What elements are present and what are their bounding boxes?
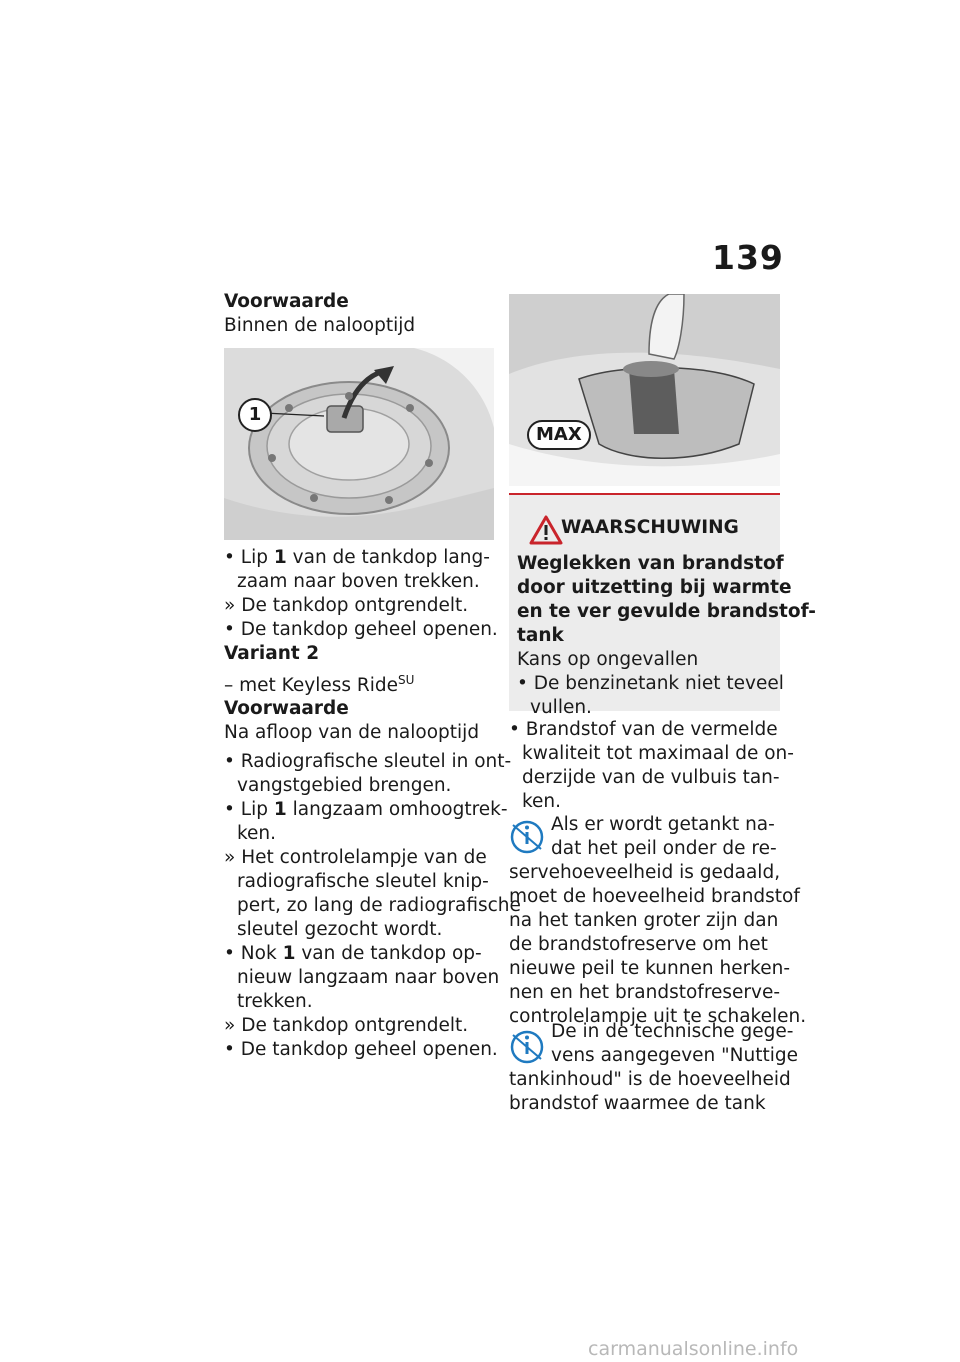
step-text: trekken. xyxy=(237,991,313,1012)
step-reference: 1 xyxy=(273,799,287,820)
step-line: kwaliteit tot maximaal de on- xyxy=(522,743,794,764)
note-line: vens aangegeven "Nuttige xyxy=(551,1045,799,1066)
step-text: Nok xyxy=(240,943,277,964)
step-text: Lip xyxy=(240,547,268,568)
footer-watermark: carmanualsonline.info xyxy=(588,1338,799,1360)
step-text: Lip xyxy=(240,799,268,820)
step-line xyxy=(224,846,494,870)
step-reference: 1 xyxy=(273,547,287,568)
step-line xyxy=(224,618,498,642)
step-line xyxy=(224,870,494,894)
step-line xyxy=(224,570,494,594)
note-line: na het tanken groter zijn dan xyxy=(509,910,779,931)
warning-box xyxy=(509,493,816,718)
step-line xyxy=(224,798,508,822)
left-steps-2 xyxy=(224,750,521,1062)
variant-block xyxy=(224,642,494,698)
note-2 xyxy=(509,1020,799,1116)
step-line xyxy=(224,1038,498,1062)
step-line xyxy=(224,594,494,618)
bullet-marker: » xyxy=(224,847,242,868)
note-1 xyxy=(509,813,807,1029)
warning-item-line: • De benzinetank niet teveel xyxy=(517,673,784,694)
step-line xyxy=(224,966,500,990)
voorwaarde-heading: Voorwaarde xyxy=(224,291,349,312)
step-text: De tankdop ontgrendelt. xyxy=(241,1015,469,1036)
right-step xyxy=(509,718,794,814)
step-line xyxy=(224,918,494,942)
step-text: van de tankdop lang- xyxy=(292,547,490,568)
warning-content xyxy=(517,552,816,720)
warning-heading-line: door uitzetting bij warmte xyxy=(517,577,792,598)
step-line: derzijde van de vulbuis tan- xyxy=(522,767,780,788)
step-line: • Brandstof van de vermelde xyxy=(509,719,778,740)
step-line xyxy=(224,822,494,846)
step-text: pert, zo lang de radiografische xyxy=(237,895,521,916)
step-text: nieuw langzaam naar boven xyxy=(237,967,500,988)
step-line xyxy=(224,894,521,918)
note-line: moet de hoeveelheid brandstof xyxy=(509,886,800,907)
warning-title: WAARSCHUWING xyxy=(561,517,739,538)
left-column xyxy=(224,290,494,338)
voorwaarde-heading-2: Voorwaarde xyxy=(224,698,349,719)
bullet-marker: • xyxy=(224,943,241,964)
warning-triangle-icon xyxy=(529,515,563,545)
bullet-marker: • xyxy=(224,619,241,640)
step-line xyxy=(224,546,494,570)
variant-heading: Variant 2 xyxy=(224,643,320,664)
max-label: MAX xyxy=(527,420,591,450)
step-text: Het controlelampje van de xyxy=(241,847,487,868)
step-text: ken. xyxy=(237,823,277,844)
warning-heading-line: en te ver gevulde brandstof- xyxy=(517,601,816,622)
note-line: servehoeveelheid is gedaald, xyxy=(509,862,781,883)
left-steps-1 xyxy=(224,546,498,642)
step-line xyxy=(224,750,512,774)
step-reference: 1 xyxy=(282,943,296,964)
variant-item: – met Keyless Ride$^{SU}$ xyxy=(224,673,415,697)
step-text: van de tankdop op- xyxy=(301,943,482,964)
filler-neck-figure xyxy=(509,294,780,486)
voorwaarde-text: Binnen de nalooptijd xyxy=(224,315,416,336)
step-line: ken. xyxy=(522,791,562,812)
warning-risk: Kans op ongevallen xyxy=(517,649,699,670)
step-text: langzaam omhoogtrek- xyxy=(292,799,508,820)
bullet-marker: » xyxy=(224,1015,242,1036)
step-text: radiografische sleutel knip- xyxy=(237,871,489,892)
warning-heading-line: Weglekken van brandstof xyxy=(517,553,784,574)
filler-neck-illustration xyxy=(509,294,780,486)
step-text: De tankdop geheel openen. xyxy=(240,619,498,640)
callout-1: 1 xyxy=(238,398,272,432)
step-line xyxy=(224,1014,494,1038)
step-line xyxy=(224,942,494,966)
note-line: De in de technische gege- xyxy=(551,1021,794,1042)
bullet-marker: • xyxy=(224,1039,241,1060)
step-text: sleutel gezocht wordt. xyxy=(237,919,443,940)
note-line: tankinhoud" is de hoeveelheid xyxy=(509,1069,791,1090)
warning-item-line: vullen. xyxy=(530,697,592,718)
bullet-marker: • xyxy=(224,751,241,772)
step-line xyxy=(224,774,494,798)
note-line: nieuwe peil te kunnen herken- xyxy=(509,958,791,979)
note-line: dat het peil onder de re- xyxy=(551,838,777,859)
step-text: De tankdop ontgrendelt. xyxy=(241,595,469,616)
warning-heading-line: tank xyxy=(517,625,564,646)
step-line xyxy=(224,990,494,1014)
step-text: Radiografische sleutel in ont- xyxy=(240,751,512,772)
note-line: de brandstofreserve om het xyxy=(509,934,768,955)
bullet-marker: • xyxy=(224,799,241,820)
bullet-marker: » xyxy=(224,595,242,616)
note-line: nen en het brandstofreserve- xyxy=(509,982,781,1003)
note-line: controlelampje uit te schakelen. xyxy=(509,1006,807,1027)
bullet-marker: • xyxy=(224,547,241,568)
page-number: 139 xyxy=(712,238,784,277)
step-text: vangstgebied brengen. xyxy=(237,775,452,796)
tank-cap-figure xyxy=(224,348,494,540)
voorwaarde-text-2: Na afloop van de nalooptijd xyxy=(224,722,480,743)
voorwaarde-block-2 xyxy=(224,697,494,745)
tank-cap-illustration xyxy=(224,348,494,540)
note-line: Als er wordt getankt na- xyxy=(551,814,775,835)
step-text: De tankdop geheel openen. xyxy=(240,1039,498,1060)
step-text: zaam naar boven trekken. xyxy=(237,571,480,592)
note-line: brandstof waarmee de tank xyxy=(509,1093,766,1114)
